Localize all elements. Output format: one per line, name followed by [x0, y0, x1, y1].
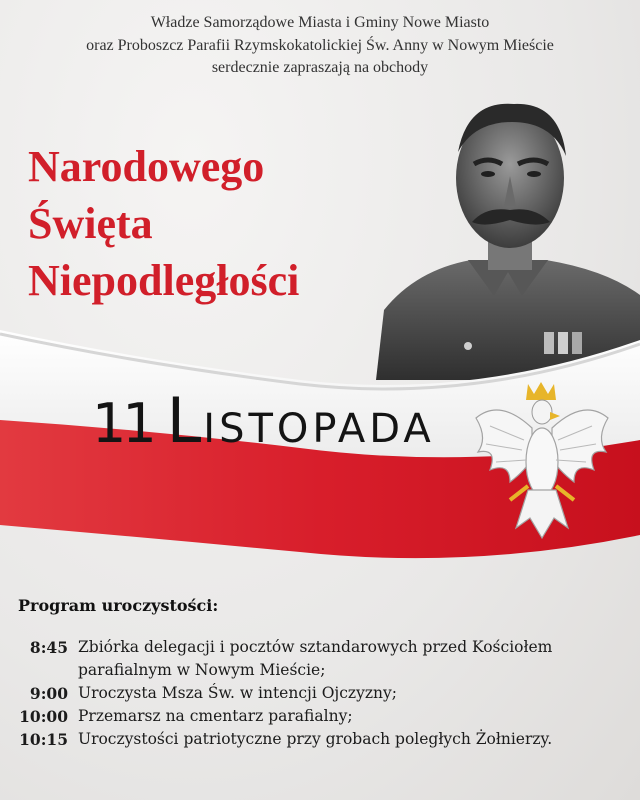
intro-line-1: Władze Samorządowe Miasta i Gminy Nowe Miasto — [150, 14, 490, 31]
program-heading: Program uroczystości: — [18, 596, 219, 615]
date-day: 11 — [92, 392, 153, 455]
title-line-2: Święta — [28, 199, 153, 248]
program-time: 10:00 — [19, 707, 68, 726]
program-list — [12, 636, 632, 751]
date-heading — [92, 384, 435, 457]
list-item — [12, 705, 632, 728]
intro-line-3: serdecznie zapraszają na obchody — [211, 59, 429, 76]
list-item — [12, 728, 632, 751]
white-eagle-emblem-icon — [470, 378, 612, 546]
program-time: 9:00 — [29, 684, 68, 703]
intro-line-2: oraz Proboszcz Parafii Rzymskokatolickiej Św. Anny w Nowym Mieście — [86, 36, 554, 54]
date-month-rest: ISTOPADA — [203, 406, 435, 452]
program-description: Zbiórka delegacji i pocztów sztandarowych przed Kościołem parafialnym w Nowym Mieście; — [78, 638, 553, 679]
program-description: Uroczysta Msza Św. w intencji Ojczyzny; — [78, 684, 397, 702]
event-title — [28, 138, 408, 309]
program-time: 8:45 — [29, 638, 68, 657]
date-month-initial: L — [166, 384, 204, 457]
list-item — [12, 682, 632, 705]
list-item — [12, 636, 632, 682]
title-line-3: Niepodległości — [28, 256, 300, 305]
program-time: 10:15 — [19, 730, 68, 749]
title-line-1: Narodowego — [28, 142, 265, 191]
program-description: Przemarsz na cmentarz parafialny; — [78, 707, 353, 725]
program-description: Uroczystości patriotyczne przy grobach poległych Żołnierzy. — [78, 730, 553, 748]
